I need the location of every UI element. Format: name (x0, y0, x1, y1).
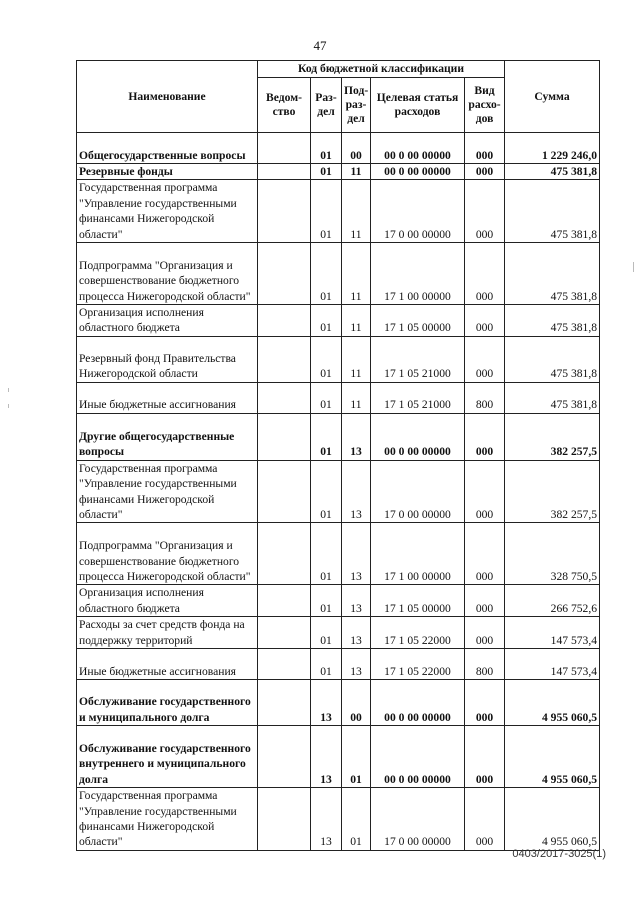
row-name: Иные бюджетные ассигнования (77, 649, 258, 680)
row-name: Иные бюджетные ассигнования (77, 382, 258, 413)
table-row (77, 788, 600, 851)
row-razdel: 01 (311, 180, 342, 243)
row-target-article: 17 0 00 00000 (371, 460, 465, 523)
row-expense-type: 000 (465, 617, 505, 649)
row-vedomstvo (258, 523, 311, 585)
row-vedomstvo (258, 788, 311, 851)
row-expense-type: 000 (465, 460, 505, 523)
row-expense-type: 800 (465, 382, 505, 413)
row-podrazdel: 13 (342, 617, 371, 649)
row-vedomstvo (258, 243, 311, 305)
page-number: 47 (313, 38, 327, 53)
row-razdel: 13 (311, 680, 342, 726)
row-target-article: 17 1 05 00000 (371, 305, 465, 337)
budget-table (76, 60, 600, 851)
header-name: Наименование (77, 61, 258, 133)
table-row (77, 180, 600, 243)
row-name: Расходы за счет средств фонда на поддержку территорий (77, 617, 258, 649)
row-podrazdel: 11 (342, 180, 371, 243)
row-sum: 4 955 060,5 (505, 680, 600, 726)
row-expense-type: 000 (465, 180, 505, 243)
row-podrazdel: 13 (342, 413, 371, 460)
table-row (77, 523, 600, 585)
table-row (77, 382, 600, 413)
row-expense-type: 000 (465, 680, 505, 726)
row-expense-type: 000 (465, 726, 505, 788)
row-podrazdel: 13 (342, 585, 371, 617)
row-razdel: 01 (311, 413, 342, 460)
row-razdel: 01 (311, 460, 342, 523)
row-sum: 147 573,4 (505, 649, 600, 680)
row-podrazdel: 13 (342, 460, 371, 523)
document-code: 0403/2017-3025(1) (512, 848, 606, 860)
row-name: Государственная программа "Управление государственными финансами Нижегородской области" (77, 180, 258, 243)
header-razdel: Раз-дел (311, 78, 342, 133)
row-sum: 4 955 060,5 (505, 788, 600, 851)
table-row (77, 305, 600, 337)
header-sum: Сумма (505, 61, 600, 133)
row-vedomstvo (258, 460, 311, 523)
row-target-article: 00 0 00 00000 (371, 726, 465, 788)
row-vedomstvo (258, 680, 311, 726)
table-row (77, 585, 600, 617)
row-name: Обслуживание государственного и муниципального долга (77, 680, 258, 726)
row-podrazdel: 01 (342, 788, 371, 851)
row-expense-type: 000 (465, 336, 505, 382)
table-header (77, 61, 600, 133)
row-razdel: 01 (311, 243, 342, 305)
row-target-article: 17 1 00 00000 (371, 523, 465, 585)
header-classification-code: Код бюджетной классификации (258, 61, 505, 78)
header-target-article: Целевая статья расходов (371, 78, 465, 133)
row-name: Резервные фонды (77, 164, 258, 180)
row-razdel: 01 (311, 305, 342, 337)
row-vedomstvo (258, 585, 311, 617)
row-target-article: 00 0 00 00000 (371, 680, 465, 726)
row-expense-type: 000 (465, 164, 505, 180)
table-body (77, 133, 600, 851)
row-podrazdel: 11 (342, 305, 371, 337)
row-razdel: 01 (311, 617, 342, 649)
row-sum: 147 573,4 (505, 617, 600, 649)
table-row (77, 413, 600, 460)
row-razdel: 01 (311, 382, 342, 413)
row-vedomstvo (258, 336, 311, 382)
row-sum: 4 955 060,5 (505, 726, 600, 788)
binding-mark (8, 404, 9, 408)
row-razdel: 13 (311, 788, 342, 851)
row-razdel: 01 (311, 585, 342, 617)
row-target-article: 17 1 00 00000 (371, 243, 465, 305)
row-expense-type: 000 (465, 133, 505, 164)
row-expense-type: 800 (465, 649, 505, 680)
row-target-article: 17 1 05 22000 (371, 649, 465, 680)
row-target-article: 17 0 00 00000 (371, 788, 465, 851)
row-podrazdel: 00 (342, 133, 371, 164)
row-razdel: 01 (311, 336, 342, 382)
row-razdel: 01 (311, 133, 342, 164)
row-sum: 475 381,8 (505, 305, 600, 337)
row-name: Организация исполнения областного бюджета (77, 585, 258, 617)
row-target-article: 00 0 00 00000 (371, 413, 465, 460)
row-sum: 382 257,5 (505, 460, 600, 523)
row-vedomstvo (258, 726, 311, 788)
table-row (77, 336, 600, 382)
row-expense-type: 000 (465, 305, 505, 337)
margin-mark (633, 262, 634, 272)
row-name: Другие общегосударственные вопросы (77, 413, 258, 460)
row-podrazdel: 11 (342, 243, 371, 305)
row-vedomstvo (258, 413, 311, 460)
table-row (77, 726, 600, 788)
row-podrazdel: 13 (342, 649, 371, 680)
row-sum: 1 229 246,0 (505, 133, 600, 164)
row-target-article: 17 1 05 21000 (371, 382, 465, 413)
header-expense-type: Вид расхо-дов (465, 78, 505, 133)
header-podrazdel: Под-раз-дел (342, 78, 371, 133)
row-razdel: 01 (311, 164, 342, 180)
row-target-article: 00 0 00 00000 (371, 133, 465, 164)
row-podrazdel: 13 (342, 523, 371, 585)
row-sum: 475 381,8 (505, 180, 600, 243)
row-vedomstvo (258, 133, 311, 164)
row-target-article: 17 0 00 00000 (371, 180, 465, 243)
row-podrazdel: 00 (342, 680, 371, 726)
row-expense-type: 000 (465, 523, 505, 585)
row-sum: 475 381,8 (505, 382, 600, 413)
row-vedomstvo (258, 305, 311, 337)
header-vedomstvo: Ведом-ство (258, 78, 311, 133)
row-podrazdel: 01 (342, 726, 371, 788)
row-sum: 328 750,5 (505, 523, 600, 585)
row-sum: 475 381,8 (505, 243, 600, 305)
row-name: Резервный фонд Правительства Нижегородской области (77, 336, 258, 382)
table-row (77, 164, 600, 180)
table-row (77, 243, 600, 305)
row-name: Государственная программа "Управление государственными финансами Нижегородской области" (77, 460, 258, 523)
row-name: Обслуживание государственного внутреннего и муниципального долга (77, 726, 258, 788)
row-expense-type: 000 (465, 788, 505, 851)
row-podrazdel: 11 (342, 336, 371, 382)
binding-mark (8, 388, 9, 392)
row-expense-type: 000 (465, 585, 505, 617)
row-target-article: 17 1 05 21000 (371, 336, 465, 382)
table-row (77, 133, 600, 164)
row-razdel: 13 (311, 726, 342, 788)
row-name: Подпрограмма "Организация и совершенствование бюджетного процесса Нижегородской области" (77, 243, 258, 305)
table-row (77, 460, 600, 523)
row-name: Организация исполнения областного бюджета (77, 305, 258, 337)
row-sum: 475 381,8 (505, 336, 600, 382)
row-expense-type: 000 (465, 243, 505, 305)
row-sum: 266 752,6 (505, 585, 600, 617)
row-sum: 475 381,8 (505, 164, 600, 180)
row-target-article: 17 1 05 00000 (371, 585, 465, 617)
table-row (77, 649, 600, 680)
table-row (77, 617, 600, 649)
row-vedomstvo (258, 180, 311, 243)
row-target-article: 00 0 00 00000 (371, 164, 465, 180)
row-name: Общегосударственные вопросы (77, 133, 258, 164)
row-vedomstvo (258, 382, 311, 413)
row-name: Государственная программа "Управление государственными финансами Нижегородской области" (77, 788, 258, 851)
row-name: Подпрограмма "Организация и совершенствование бюджетного процесса Нижегородской области" (77, 523, 258, 585)
row-expense-type: 000 (465, 413, 505, 460)
table-row (77, 680, 600, 726)
row-vedomstvo (258, 164, 311, 180)
row-vedomstvo (258, 649, 311, 680)
row-podrazdel: 11 (342, 164, 371, 180)
row-razdel: 01 (311, 523, 342, 585)
row-sum: 382 257,5 (505, 413, 600, 460)
row-vedomstvo (258, 617, 311, 649)
row-target-article: 17 1 05 22000 (371, 617, 465, 649)
row-razdel: 01 (311, 649, 342, 680)
row-podrazdel: 11 (342, 382, 371, 413)
